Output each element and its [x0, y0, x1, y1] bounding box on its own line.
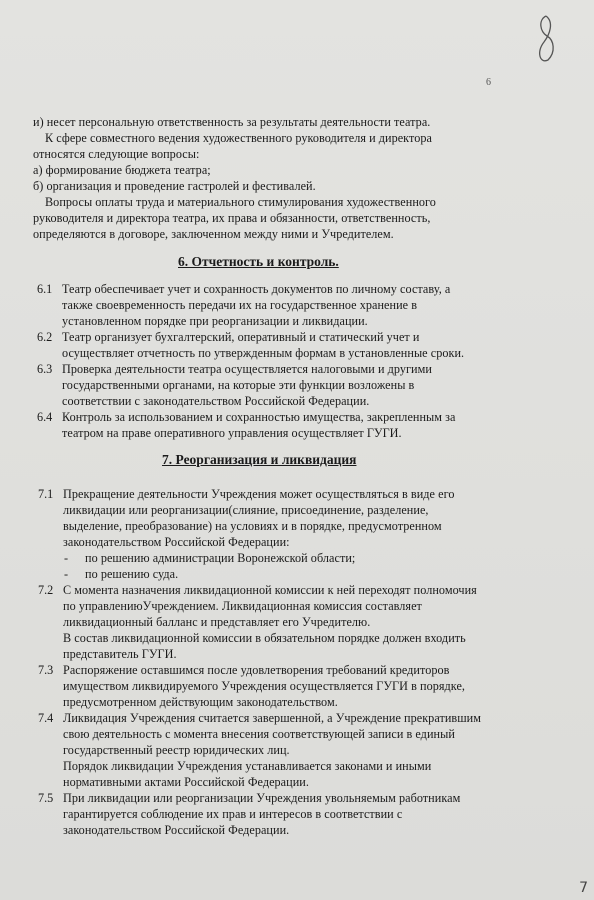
item-line: государственными органами, на которые эти функции возложены в: [62, 378, 415, 392]
intro-line: а) формирование бюджета театра;: [33, 163, 211, 177]
item-line: также своевременность передачи их на государственное хранение в: [62, 298, 418, 312]
bullet-item: по решению администрации Воронежской области;: [85, 551, 356, 565]
corner-mark-bottom: 7: [579, 880, 588, 896]
item-line: нормативными актами Российской Федерации.: [63, 775, 309, 789]
item-line: предусмотренном действующим законодательством.: [63, 695, 338, 709]
item-line: свою деятельность с момента внесения соответствующей записи в единый: [63, 727, 455, 741]
item-number: 6.1: [37, 282, 53, 296]
item-number: 7.1: [38, 487, 54, 501]
item-line: соответствии с законодательством Российской Федерации.: [62, 394, 370, 408]
item-line: государственный реестр юридических лиц.: [63, 743, 290, 757]
intro-line: и) несет персональную ответственность за результаты деятельности театра.: [33, 115, 431, 129]
bullet-mark: -: [64, 551, 69, 565]
item-line: законодательством Российской Федерации:: [63, 535, 290, 549]
item-line: установленном порядке при реорганизации и ликвидации.: [62, 314, 368, 328]
section-6-heading: 6. Отчетность и контроль.: [178, 254, 339, 269]
item-line: Прекращение деятельности Учреждения может осуществляться в виде его: [63, 487, 455, 501]
item-line: имуществом ликвидируемого Учреждения осуществляется ГУГИ в порядке,: [63, 679, 465, 693]
intro-line: определяются в договоре, заключенном между ними и Учредителем.: [33, 227, 394, 241]
intro-line: относятся следующие вопросы:: [33, 147, 200, 161]
item-number: 7.3: [38, 663, 54, 677]
intro-line: К сфере совместного ведения художественного руководителя и директора: [45, 131, 432, 145]
item-line: театром на праве оперативного управления осуществляет ГУГИ.: [62, 426, 402, 440]
item-line: по управлениюУчреждением. Ликвидационная комиссия составляет: [63, 599, 422, 613]
item-line: Распоряжение оставшимся после удовлетворения требований кредиторов: [63, 663, 450, 677]
item-line: ликвидационный балланс и представляет его Учредителю.: [63, 615, 371, 629]
item-number: 7.4: [38, 711, 54, 725]
item-line: Театр обеспечивает учет и сохранность документов по личному составу, а: [62, 282, 451, 296]
intro-line: Вопросы оплаты труда и материального стимулирования художественного: [45, 195, 436, 209]
item-number: 7.5: [38, 791, 54, 805]
item-line: законодательством Российской Федерации.: [63, 823, 290, 837]
item-line: При ликвидации или реорганизации Учреждения увольняемым работникам: [63, 791, 461, 805]
item-line: Контроль за использованием и сохранностью имущества, закрепленным за: [62, 410, 456, 424]
item-line: Ликвидация Учреждения считается завершенной, а Учреждение прекратившим: [63, 711, 481, 725]
item-line: С момента назначения ликвидационной комиссии к ней переходят полномочия: [63, 583, 477, 597]
bullet-mark: -: [64, 567, 69, 581]
section-7-heading: 7. Реорганизация и ликвидация: [162, 452, 357, 467]
item-line: представитель ГУГИ.: [63, 647, 177, 661]
item-number: 7.2: [38, 583, 54, 597]
item-line: Проверка деятельности театра осуществляется налоговыми и другими: [62, 362, 432, 376]
bullet-item: по решению суда.: [85, 567, 179, 581]
item-line: Театр организует бухгалтерский, оперативный и статический учет и: [62, 330, 420, 344]
item-number: 6.2: [37, 330, 53, 344]
item-number: 6.3: [37, 362, 53, 376]
page-number: 6: [486, 77, 491, 88]
item-line: ликвидации или реорганизации(слияние, присоединение, разделение,: [63, 503, 429, 517]
item-line: осуществляет отчетность по утвержденным формам в установленные сроки.: [62, 346, 465, 360]
item-line: выделение, преобразование) на условиях и в порядке, предусмотренном: [63, 519, 442, 533]
item-number: 6.4: [37, 410, 53, 424]
item-line: В состав ликвидационной комиссии в обязательном порядке должен входить: [63, 631, 466, 645]
handwritten-page-mark: [532, 12, 560, 66]
intro-line: б) организация и проведение гастролей и фестивалей.: [33, 179, 316, 193]
item-line: Порядок ликвидации Учреждения устанавливается законами и иными: [63, 759, 432, 773]
intro-line: руководителя и директора театра, их права и обязанности, ответственность,: [33, 211, 431, 225]
item-line: гарантируется соблюдение их прав и интересов в соответствии с: [63, 807, 403, 821]
